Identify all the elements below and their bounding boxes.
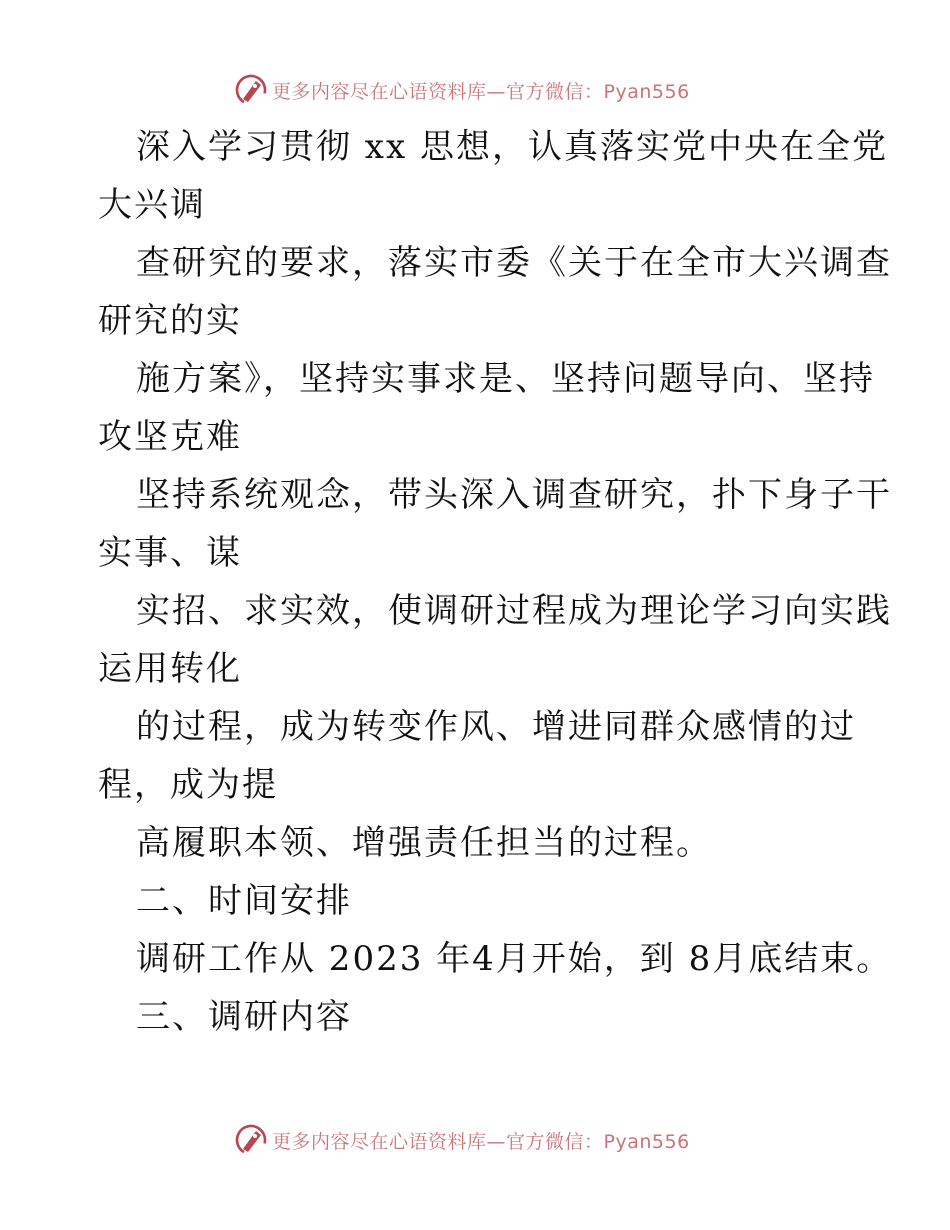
text-line: 查研究的要求，落实市委《关于在全市大兴调查: [136, 243, 892, 283]
text-line: 程，成为提: [98, 765, 278, 805]
text-line: 深入学习贯彻 xx 思想，认真落实党中央在全党: [136, 127, 888, 167]
text-line: 高履职本领、增强责任担当的过程。: [136, 823, 712, 863]
section-heading: 二、时间安排: [136, 881, 352, 921]
watermark-text: 更多内容尽在心语资料库—官方微信：Pyan556: [272, 1130, 690, 1153]
watermark-footer: [234, 1123, 690, 1157]
text-line: 坚持系统观念，带头深入调查研究，扑下身子干: [136, 475, 892, 515]
text-line: 运用转化: [98, 649, 242, 689]
text-line: 实招、求实效，使调研过程成为理论学习向实践: [136, 591, 892, 631]
watermark-header: [234, 73, 690, 107]
text-line: 施方案》，坚持实事求是、坚持问题导向、坚持: [136, 359, 875, 399]
section-heading: 三、调研内容: [136, 997, 352, 1037]
text-line: 调研工作从 2023 年4月开始，到 8月底结束。: [136, 939, 893, 979]
text-line: 实事、谋: [98, 533, 242, 573]
pen-nib-logo-icon: [234, 73, 268, 107]
text-line: 研究的实: [98, 301, 242, 341]
pen-nib-logo-icon: [234, 1123, 268, 1157]
text-line: 的过程，成为转变作风、增进同群众感情的过: [136, 707, 856, 747]
text-line: 攻坚克难: [98, 417, 242, 457]
watermark-text: 更多内容尽在心语资料库—官方微信：Pyan556: [272, 80, 690, 103]
text-line: 大兴调: [98, 185, 206, 225]
